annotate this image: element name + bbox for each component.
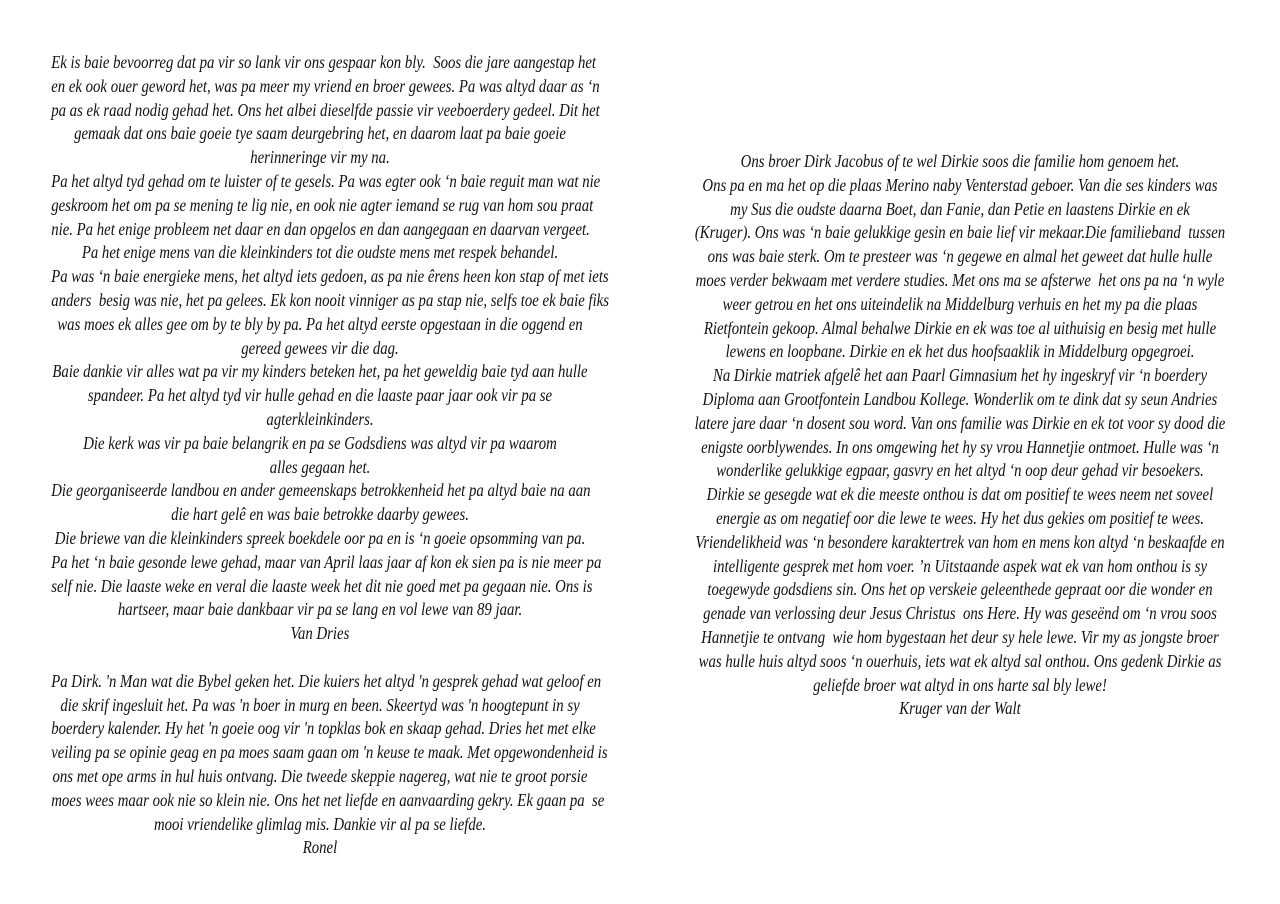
signature-kruger: Kruger van der Walt — [899, 698, 1021, 719]
text-line: Dirkie se gesegde wat ek die meeste onthou is dat om positief te wees neem net soveel — [706, 484, 1214, 505]
right-column — [640, 150, 1280, 721]
text-line: energie as om negatief oor die lewe te wees. Hy het dus gekies om positief te wees. — [716, 507, 1204, 528]
tribute-dries — [0, 51, 640, 646]
text-line: geliefde broer wat altyd in ons harte sal bly lewe! — [813, 674, 1107, 695]
section-gap — [0, 646, 640, 670]
tribute-ronel — [0, 670, 640, 860]
text-line: boerdery kalender. Hy het 'n goeie oog vir 'n topklas bok en skaap gehad. Dries het met elke — [51, 718, 596, 739]
text-line: Die kerk was vir pa baie belangrik en pa se Godsdiens was altyd vir pa waarom — [83, 432, 557, 453]
text-line: genade van verlossing deur Jesus Christus ons Here. Hy was geseënd om ‘n vrou soos — [703, 603, 1217, 624]
text-line: Die briewe van die kleinkinders spreek boekdele oor pa en is ‘n goeie opsomming van pa. — [54, 527, 586, 548]
text-line: Ek is baie bevoorreg dat pa vir so lank vir ons gespaar kon bly. Soos die jare aangestap het — [51, 52, 597, 72]
text-line: weer getrou en het ons uiteindelik na Middelburg verhuis en het my pa die plaas — [722, 293, 1198, 314]
text-line: Ons pa en ma het op die plaas Merino naby Venterstad geboer. Van die ses kinders was — [702, 174, 1218, 195]
signature-dries: Van Dries — [290, 623, 350, 644]
left-column — [0, 51, 640, 860]
text-line: Pa Dirk. 'n Man wat die Bybel geken het. Die kuiers het altyd 'n gesprek gehad wat geloof en — [51, 670, 602, 691]
text-line: Vriendelikheid was ‘n besondere karaktertrek van hom en mens kon altyd ‘n beskaafde en — [695, 531, 1225, 552]
tribute-ronel-body — [0, 670, 640, 837]
text-line: Pa het enige mens van die kleinkinders tot die oudste mens met respek behandel. — [81, 242, 559, 263]
text-line: alles gegaan het. — [269, 456, 371, 477]
text-line: wonderlike gelukkige egpaar, gasvry en het altyd ‘n oop deur gehad vir besoekers. — [716, 460, 1204, 481]
text-line: toegewyde godsdiens sin. Ons het op verskeie geleenthede gepraat oor die wonder en — [707, 579, 1213, 600]
text-line: Ons broer Dirk Jacobus of te wel Dirkie soos die familie hom genoem het. — [740, 151, 1180, 171]
tribute-kruger — [640, 150, 1280, 721]
text-line: moes wees maar ook nie so klein nie. Ons het net liefde en aanvaarding gekry. Ek gaan pa se — [51, 789, 605, 810]
text-line: en ek ook ouer geword het, was pa meer my vriend en broer gewees. Pa was altyd daar as ‘n — [51, 75, 600, 96]
text-line: Diploma aan Grootfontein Landbou Kollege. Wonderlik om te dink dat sy seun Andries — [702, 388, 1218, 409]
text-line: ons met ope arms in hul huis ontvang. Die tweede skeppie nagereg, wat nie te groot porsie — [52, 765, 588, 786]
text-line: self nie. Die laaste weke en veral die laaste week het dit nie goed met pa gegaan nie. Ons is — [51, 575, 593, 596]
text-line: lewens en loopbane. Dirkie en ek het dus hoofsaaklik in Middelburg opgegroei. — [725, 341, 1195, 362]
text-line: Pa het ‘n baie gesonde lewe gehad, maar van April laas jaar af kon ek sien pa is nie meer pa — [51, 551, 602, 572]
text-line: gereed gewees vir die dag. — [241, 337, 399, 358]
text-line: moes verder bekwaam met verdere studies. Met ons ma se afsterwe het ons pa na ‘n wyle — [695, 269, 1225, 290]
text-line: pa as ek raad nodig gehad het. Ons het albei dieselfde passie vir veeboerdery gedeel. Dit het — [51, 99, 600, 120]
text-line: enigste oorblywendes. In ons omgewing het hy sy vrou Hannetjie ontmoet. Hulle was ‘n — [701, 436, 1219, 457]
text-line: hartseer, maar baie dankbaar vir pa se lang en vol lewe van 89 jaar. — [117, 599, 523, 620]
signature-ronel: Ronel — [302, 837, 338, 858]
text-line: my Sus die oudste daarna Boet, dan Fanie, dan Petie en laastens Dirkie en ek — [730, 198, 1190, 219]
text-line: gemaak dat ons baie goeie tye saam deurgebring het, en daarom laat pa baie goeie — [74, 123, 566, 144]
text-line: was moes ek alles gee om by te bly by pa. Pa het altyd eerste opgestaan in die oggend en — [57, 313, 583, 334]
text-line: intelligente gesprek met hom voer. ’n Uitstaande aspek wat ek van hom onthou is sy — [712, 555, 1208, 576]
text-line: latere jare daar ‘n dosent sou word. Van ons familie was Dirkie en ek tot voor sy dood die — [694, 412, 1226, 433]
text-line: anders besig was nie, het pa gelees. Ek kon nooit vinniger as pa stap nie, selfs toe ek baie fiks — [51, 289, 609, 310]
text-line: Baie dankie vir alles wat pa vir my kinders beteken het, pa het geweldig baie tyd aan hulle — [52, 361, 588, 382]
text-line: agterkleinkinders. — [266, 408, 374, 429]
text-line: die hart gelê en was baie betrokke daarby gewees. — [171, 504, 469, 525]
tribute-kruger-body — [640, 150, 1280, 697]
tribute-dries-body — [0, 51, 640, 622]
text-line: mooi vriendelike glimlag mis. Dankie vir al pa se liefde. — [153, 813, 487, 834]
text-line: Na Dirkie matriek afgelê het aan Paarl Gimnasium het hy ingeskryf vir ‘n boerdery — [712, 365, 1208, 386]
text-line: Rietfontein gekoop. Almal behalwe Dirkie en ek was toe al uithuisig en besig met hulle — [703, 317, 1217, 338]
text-line: Pa het altyd tyd gehad om te luister of te gesels. Pa was egter ook ‘n baie reguit man wat nie — [51, 170, 601, 191]
text-line: veiling pa se opinie geag en pa moes saam gaan om 'n keuse te maak. Met opgewondenheid is — [51, 742, 608, 763]
text-line: ons was baie sterk. Om te presteer was ‘n gegewe en almal het geweet dat hulle hulle — [707, 246, 1213, 267]
text-line: spandeer. Pa het altyd tyd vir hulle gehad en die laaste paar jaar ook vir pa se — [87, 385, 553, 406]
text-line: die skrif ingesluit het. Pa was 'n boer in murg en been. Skeertyd was 'n hoogtepunt in sy — [60, 694, 580, 715]
text-line: Hannetjie te ontvang wie hom bygestaan het deur sy hele lewe. Vir my as jongste broer — [701, 626, 1219, 647]
text-line: Die georganiseerde landbou en ander gemeenskaps betrokkenheid het pa altyd baie na aan — [51, 480, 591, 501]
text-line: herinneringe vir my na. — [250, 147, 390, 168]
text-line: nie. Pa het enige probleem net daar en dan opgelos en dan aangegaan en daarvan vergeet. — [51, 218, 590, 239]
text-line: (Kruger). Ons was ‘n baie gelukkige gesin en baie lief vir mekaar.Die familieband tussen — [694, 222, 1226, 243]
text-line: was hulle huis altyd soos ‘n ouerhuis, iets wat ek altyd sal onthou. Ons gedenk Dirkie as — [698, 650, 1222, 671]
text-line: Pa was ‘n baie energieke mens, het altyd iets gedoen, as pa nie êrens heen kon stap of met iets — [51, 266, 609, 287]
text-line: geskroom het om pa se mening te lig nie, en ook nie agter iemand se rug van hom sou praat — [51, 194, 594, 215]
